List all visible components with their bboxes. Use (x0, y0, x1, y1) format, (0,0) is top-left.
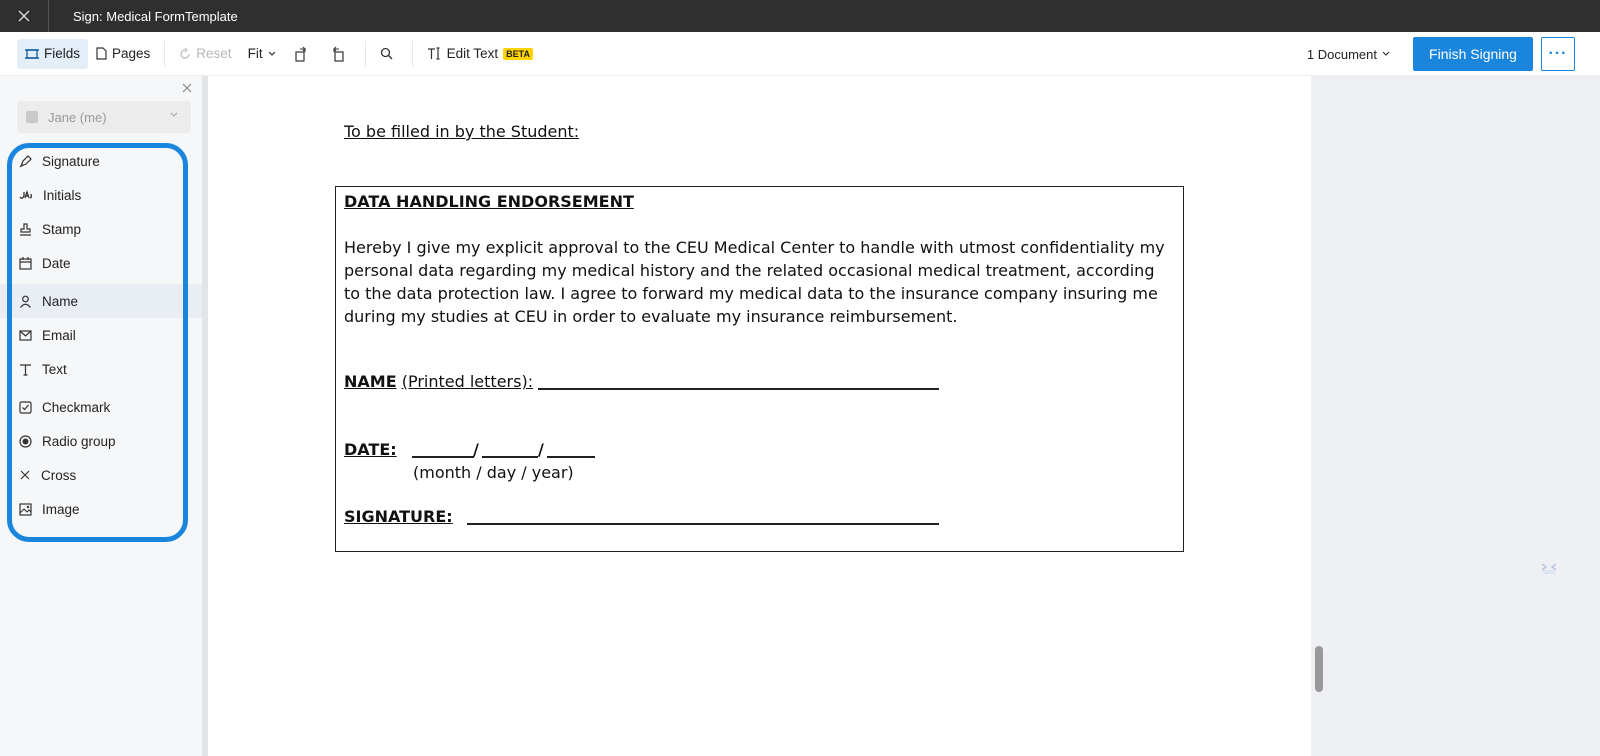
signer-name: Jane (me) (48, 109, 107, 125)
date-slash: / (538, 440, 544, 459)
field-label: Radio group (42, 433, 116, 449)
calendar-icon (19, 257, 32, 270)
envelope-icon (19, 330, 32, 341)
fields-icon (25, 48, 39, 60)
name-label: NAME (344, 372, 397, 391)
field-list (0, 144, 202, 526)
field-checkmark[interactable] (0, 390, 202, 424)
field-signature[interactable] (0, 144, 202, 178)
person-icon (19, 295, 32, 308)
date-label-row (344, 440, 397, 459)
field-label: Name (42, 293, 79, 309)
rotate-left-button[interactable] (322, 39, 359, 69)
field-label: Cross (41, 467, 77, 483)
image-icon (19, 503, 32, 516)
field-text[interactable] (0, 352, 202, 386)
field-label: Image (42, 501, 80, 517)
field-label: Stamp (42, 221, 82, 237)
field-initials[interactable] (0, 178, 202, 212)
field-label: Date (42, 255, 71, 271)
pages-button[interactable] (88, 39, 158, 69)
field-label: Text (42, 361, 67, 377)
field-label: Email (42, 327, 76, 343)
date-label: DATE: (344, 440, 397, 459)
chevron-down-icon (267, 50, 277, 58)
title-separator (48, 0, 49, 32)
toolbar-divider (412, 41, 413, 67)
rotate-right-icon (293, 46, 309, 62)
title-bar (0, 0, 1600, 32)
finish-signing-button[interactable]: Finish Signing (1413, 37, 1533, 71)
name-input-line[interactable] (538, 388, 939, 390)
date-year-line[interactable] (547, 456, 595, 458)
reset-label: Reset (196, 46, 232, 61)
toolbar (0, 32, 1600, 76)
toolbar-divider (164, 41, 165, 67)
signature-label: SIGNATURE: (344, 507, 453, 526)
signature-label-row (344, 507, 453, 526)
field-label: Signature (42, 153, 100, 169)
signer-select[interactable] (17, 101, 191, 133)
stamp-icon (19, 223, 32, 236)
document-select-label: 1 Document (1306, 46, 1377, 62)
fields-panel (0, 76, 202, 756)
initials-icon (19, 189, 33, 201)
toolbar-divider (365, 41, 366, 67)
scrollbar-thumb[interactable] (1315, 646, 1323, 692)
date-format-hint: (month / day / year) (413, 463, 574, 482)
toolbar-right (1307, 32, 1600, 76)
cross-icon (19, 469, 31, 481)
search-icon (380, 47, 393, 60)
chevron-down-icon (1381, 50, 1391, 58)
reset-icon (179, 48, 191, 60)
text-icon (19, 363, 32, 376)
rotate-right-button[interactable] (285, 39, 322, 69)
close-icon[interactable] (182, 80, 192, 96)
date-month-line[interactable] (412, 456, 474, 458)
field-label: Checkmark (42, 399, 111, 415)
page-icon (96, 47, 107, 60)
more-options-button[interactable]: ··· (1541, 37, 1575, 71)
checkbox-icon (19, 401, 32, 414)
pen-icon (19, 155, 32, 168)
fields-label: Fields (44, 46, 81, 61)
page-thumbnail-area (1311, 76, 1600, 756)
date-day-line[interactable] (482, 456, 538, 458)
rotate-left-icon (330, 46, 346, 62)
field-label: Initials (43, 187, 82, 203)
window-title: Sign: Medical FormTemplate (73, 8, 238, 24)
date-slash: / (473, 440, 479, 459)
endorsement-paragraph: Hereby I give my explicit approval to the CEU Medical Center to handle with utmost confidentiality my personal data regarding my medical history and the related occasional medical treatment, according to the data protection law. I agree to forward my medical data to the insurance company insuring me during my studies at CEU in order to evaluate my insurance reimbursement. (344, 238, 1165, 326)
edit-text-icon (427, 47, 442, 60)
field-image[interactable] (0, 492, 202, 526)
collapse-panel-icon[interactable] (1540, 558, 1558, 576)
signer-color-swatch (26, 111, 38, 123)
field-cross[interactable] (0, 458, 202, 492)
endorsement-title: DATA HANDLING ENDORSEMENT (344, 192, 634, 211)
beta-badge: BETA (503, 48, 533, 60)
reset-button[interactable] (171, 39, 239, 69)
field-name[interactable] (0, 284, 202, 318)
document-select[interactable] (1307, 47, 1391, 62)
radio-icon (19, 435, 32, 448)
name-hint: (Printed letters): (401, 372, 534, 391)
close-icon[interactable] (0, 0, 48, 32)
search-button[interactable] (372, 39, 406, 69)
name-label-row (344, 372, 533, 391)
edit-text-button[interactable] (419, 39, 541, 69)
field-radio-group[interactable] (0, 424, 202, 458)
field-stamp[interactable] (0, 212, 202, 246)
chevron-down-icon (169, 111, 179, 119)
field-date[interactable] (0, 246, 202, 280)
pages-label: Pages (112, 46, 151, 61)
fields-button[interactable] (17, 39, 88, 69)
signature-input-line[interactable] (467, 523, 939, 525)
student-section-label: To be filled in by the Student: (344, 122, 580, 141)
edit-text-label: Edit Text (446, 46, 499, 61)
fit-label: Fit (247, 46, 263, 61)
field-email[interactable] (0, 318, 202, 352)
fit-dropdown[interactable] (240, 39, 285, 69)
